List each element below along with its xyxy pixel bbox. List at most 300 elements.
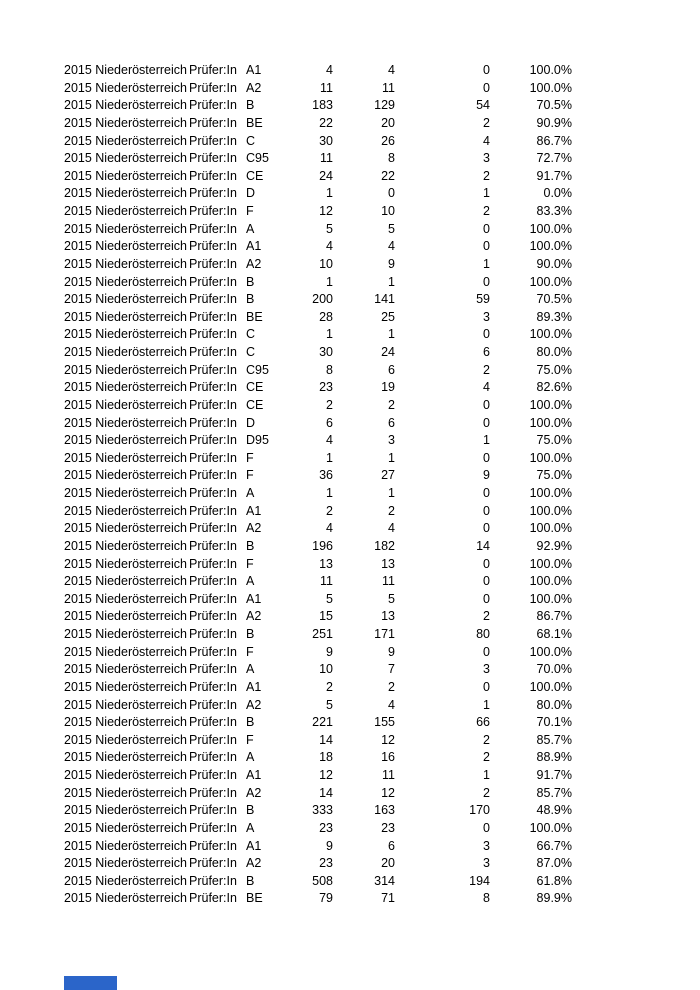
cell-passed[interactable]: 8 — [388, 151, 395, 166]
cell-class[interactable]: B — [246, 803, 255, 818]
cell-passed[interactable]: 6 — [388, 415, 395, 430]
cell-year-region[interactable]: 2015 Niederösterreich — [64, 80, 187, 95]
cell-failed[interactable]: 6 — [483, 345, 490, 359]
cell-role[interactable]: Prüfer:In — [189, 468, 237, 483]
cell-rate[interactable]: 70.5% — [536, 98, 572, 113]
cell-total[interactable]: 1 — [326, 186, 333, 201]
cell-rate[interactable]: 90.9% — [536, 115, 572, 130]
cell-total[interactable]: 23 — [319, 856, 333, 871]
cell-class[interactable]: A2 — [246, 80, 262, 95]
cell-total[interactable]: 1 — [326, 450, 333, 465]
cell-total[interactable]: 5 — [326, 697, 333, 712]
cell-class[interactable]: A1 — [246, 679, 262, 694]
cell-failed[interactable]: 9 — [483, 468, 490, 483]
cell-role[interactable]: Prüfer:In — [189, 820, 237, 835]
cell-passed[interactable]: 12 — [381, 732, 395, 747]
cell-year-region[interactable]: 2015 Niederösterreich — [64, 679, 187, 694]
cell-total[interactable]: 2 — [326, 503, 333, 518]
cell-total[interactable]: 251 — [312, 627, 333, 641]
cell-role[interactable]: Prüfer:In — [189, 274, 237, 289]
cell-class[interactable]: A2 — [246, 856, 262, 871]
cell-passed[interactable]: 13 — [381, 609, 395, 624]
cell-passed[interactable]: 26 — [381, 133, 395, 148]
cell-class[interactable]: A1 — [246, 838, 262, 853]
cell-total[interactable]: 12 — [319, 204, 333, 218]
cell-class[interactable]: BE — [246, 115, 263, 130]
cell-role[interactable]: Prüfer:In — [189, 679, 237, 694]
cell-role[interactable]: Prüfer:In — [189, 292, 237, 307]
cell-passed[interactable]: 4 — [388, 697, 395, 712]
cell-class[interactable]: B — [246, 538, 255, 553]
cell-total[interactable]: 10 — [319, 256, 333, 271]
cell-failed[interactable]: 14 — [476, 538, 490, 553]
cell-rate[interactable]: 68.1% — [536, 627, 572, 641]
cell-year-region[interactable]: 2015 Niederösterreich — [64, 450, 187, 465]
cell-failed[interactable]: 1 — [483, 697, 490, 712]
cell-role[interactable]: Prüfer:In — [189, 697, 237, 712]
cell-total[interactable]: 221 — [312, 715, 333, 730]
cell-total[interactable]: 4 — [326, 239, 333, 254]
cell-rate[interactable]: 72.7% — [536, 151, 572, 166]
cell-class[interactable]: CE — [246, 380, 264, 395]
cell-year-region[interactable]: 2015 Niederösterreich — [64, 820, 187, 835]
cell-year-region[interactable]: 2015 Niederösterreich — [64, 292, 187, 307]
cell-rate[interactable]: 100.0% — [529, 556, 572, 571]
cell-failed[interactable]: 8 — [483, 891, 490, 906]
cell-passed[interactable]: 4 — [388, 521, 395, 536]
cell-rate[interactable]: 100.0% — [529, 521, 572, 536]
cell-failed[interactable]: 1 — [483, 186, 490, 201]
cell-total[interactable]: 333 — [312, 803, 333, 818]
cell-passed[interactable]: 314 — [374, 873, 395, 888]
cell-year-region[interactable]: 2015 Niederösterreich — [64, 433, 187, 448]
cell-failed[interactable]: 0 — [483, 521, 490, 536]
cell-role[interactable]: Prüfer:In — [189, 574, 237, 589]
cell-rate[interactable]: 75.0% — [536, 468, 572, 483]
cell-failed[interactable]: 170 — [469, 803, 490, 818]
cell-total[interactable]: 11 — [320, 574, 333, 589]
cell-failed[interactable]: 3 — [483, 151, 490, 166]
cell-class[interactable]: C95 — [246, 362, 269, 377]
cell-year-region[interactable]: 2015 Niederösterreich — [64, 503, 187, 518]
cell-year-region[interactable]: 2015 Niederösterreich — [64, 115, 187, 130]
cell-class[interactable]: B — [246, 715, 255, 730]
cell-role[interactable]: Prüfer:In — [189, 715, 237, 730]
cell-total[interactable]: 36 — [319, 468, 333, 483]
cell-total[interactable]: 11 — [320, 80, 333, 95]
cell-year-region[interactable]: 2015 Niederösterreich — [64, 274, 187, 289]
cell-year-region[interactable]: 2015 Niederösterreich — [64, 785, 187, 800]
cell-year-region[interactable]: 2015 Niederösterreich — [64, 732, 187, 747]
cell-role[interactable]: Prüfer:In — [189, 591, 237, 606]
cell-passed[interactable]: 4 — [388, 239, 395, 254]
cell-rate[interactable]: 100.0% — [529, 415, 572, 430]
cell-year-region[interactable]: 2015 Niederösterreich — [64, 715, 187, 730]
cell-passed[interactable]: 0 — [388, 186, 395, 201]
cell-role[interactable]: Prüfer:In — [189, 609, 237, 624]
cell-year-region[interactable]: 2015 Niederösterreich — [64, 856, 187, 871]
cell-class[interactable]: B — [246, 292, 255, 307]
cell-failed[interactable]: 0 — [483, 591, 490, 606]
cell-role[interactable]: Prüfer:In — [189, 503, 237, 518]
cell-rate[interactable]: 82.6% — [536, 380, 572, 395]
cell-failed[interactable]: 0 — [483, 820, 490, 835]
cell-passed[interactable]: 22 — [381, 168, 395, 183]
cell-rate[interactable]: 70.0% — [536, 662, 572, 677]
cell-class[interactable]: A1 — [246, 239, 262, 254]
cell-failed[interactable]: 2 — [483, 168, 490, 183]
cell-role[interactable]: Prüfer:In — [189, 644, 237, 659]
cell-year-region[interactable]: 2015 Niederösterreich — [64, 521, 187, 536]
cell-role[interactable]: Prüfer:In — [189, 221, 237, 236]
cell-total[interactable]: 2 — [326, 397, 333, 412]
cell-total[interactable]: 5 — [326, 221, 333, 236]
cell-rate[interactable]: 85.7% — [536, 785, 572, 800]
cell-role[interactable]: Prüfer:In — [189, 168, 237, 183]
cell-failed[interactable]: 0 — [483, 679, 490, 694]
cell-role[interactable]: Prüfer:In — [189, 450, 237, 465]
cell-class[interactable]: A1 — [246, 591, 262, 606]
cell-year-region[interactable]: 2015 Niederösterreich — [64, 151, 187, 166]
cell-total[interactable]: 196 — [312, 538, 333, 553]
cell-rate[interactable]: 89.9% — [536, 891, 572, 906]
cell-class[interactable]: A2 — [246, 697, 262, 712]
cell-total[interactable]: 4 — [326, 521, 333, 536]
cell-year-region[interactable]: 2015 Niederösterreich — [64, 644, 187, 659]
cell-total[interactable]: 18 — [319, 750, 333, 765]
cell-passed[interactable]: 155 — [374, 715, 395, 730]
cell-failed[interactable]: 59 — [476, 292, 490, 307]
cell-class[interactable]: D95 — [246, 433, 269, 448]
cell-class[interactable]: A — [246, 486, 255, 500]
cell-total[interactable]: 24 — [319, 168, 333, 183]
cell-role[interactable]: Prüfer:In — [189, 873, 237, 888]
cell-passed[interactable]: 9 — [388, 644, 395, 659]
cell-total[interactable]: 1 — [326, 327, 333, 342]
cell-role[interactable]: Prüfer:In — [189, 115, 237, 130]
cell-class[interactable]: A — [246, 221, 255, 236]
cell-class[interactable]: A1 — [246, 63, 262, 77]
cell-class[interactable]: BE — [246, 891, 263, 906]
cell-total[interactable]: 8 — [326, 362, 333, 377]
cell-class[interactable]: B — [246, 627, 255, 641]
cell-class[interactable]: A2 — [246, 785, 262, 800]
cell-total[interactable]: 1 — [326, 486, 333, 500]
cell-year-region[interactable]: 2015 Niederösterreich — [64, 873, 187, 888]
cell-failed[interactable]: 4 — [483, 133, 490, 148]
cell-failed[interactable]: 0 — [483, 80, 490, 95]
cell-passed[interactable]: 1 — [388, 327, 395, 342]
cell-failed[interactable]: 2 — [483, 609, 490, 624]
cell-failed[interactable]: 3 — [483, 856, 490, 871]
cell-role[interactable]: Prüfer:In — [189, 204, 237, 218]
cell-year-region[interactable]: 2015 Niederösterreich — [64, 221, 187, 236]
cell-total[interactable]: 23 — [319, 380, 333, 395]
cell-role[interactable]: Prüfer:In — [189, 256, 237, 271]
cell-year-region[interactable]: 2015 Niederösterreich — [64, 362, 187, 377]
cell-rate[interactable]: 92.9% — [536, 538, 572, 553]
cell-total[interactable]: 14 — [319, 785, 333, 800]
cell-total[interactable]: 508 — [312, 873, 333, 888]
cell-rate[interactable]: 91.7% — [536, 768, 572, 782]
cell-passed[interactable]: 23 — [381, 820, 395, 835]
cell-total[interactable]: 5 — [326, 591, 333, 606]
cell-failed[interactable]: 80 — [476, 627, 490, 641]
cell-role[interactable]: Prüfer:In — [189, 327, 237, 342]
cell-total[interactable]: 14 — [319, 732, 333, 747]
cell-passed[interactable]: 10 — [381, 204, 395, 218]
cell-class[interactable]: C — [246, 345, 256, 359]
cell-failed[interactable]: 0 — [483, 274, 490, 289]
cell-year-region[interactable]: 2015 Niederösterreich — [64, 327, 187, 342]
cell-class[interactable]: A — [246, 662, 255, 677]
cell-passed[interactable]: 4 — [388, 63, 395, 77]
cell-passed[interactable]: 11 — [382, 768, 395, 782]
cell-total[interactable]: 11 — [320, 151, 333, 166]
cell-passed[interactable]: 1 — [388, 274, 395, 289]
cell-rate[interactable]: 100.0% — [529, 644, 572, 659]
cell-year-region[interactable]: 2015 Niederösterreich — [64, 609, 187, 624]
cell-role[interactable]: Prüfer:In — [189, 803, 237, 818]
cell-year-region[interactable]: 2015 Niederösterreich — [64, 239, 187, 254]
cell-total[interactable]: 9 — [326, 644, 333, 659]
cell-role[interactable]: Prüfer:In — [189, 785, 237, 800]
cell-failed[interactable]: 2 — [483, 732, 490, 747]
cell-class[interactable]: CE — [246, 168, 264, 183]
cell-total[interactable]: 30 — [319, 345, 333, 359]
cell-passed[interactable]: 2 — [388, 679, 395, 694]
cell-rate[interactable]: 100.0% — [529, 503, 572, 518]
cell-rate[interactable]: 86.7% — [536, 133, 572, 148]
cell-failed[interactable]: 194 — [469, 873, 490, 888]
cell-passed[interactable]: 5 — [388, 221, 395, 236]
cell-year-region[interactable]: 2015 Niederösterreich — [64, 662, 187, 677]
cell-rate[interactable]: 100.0% — [529, 80, 572, 95]
cell-class[interactable]: B — [246, 274, 255, 289]
cell-passed[interactable]: 1 — [388, 486, 395, 500]
cell-year-region[interactable]: 2015 Niederösterreich — [64, 891, 187, 906]
cell-failed[interactable]: 1 — [483, 433, 490, 448]
cell-role[interactable]: Prüfer:In — [189, 662, 237, 677]
cell-total[interactable]: 12 — [319, 768, 333, 782]
cell-year-region[interactable]: 2015 Niederösterreich — [64, 574, 187, 589]
cell-class[interactable]: A — [246, 750, 255, 765]
cell-failed[interactable]: 0 — [483, 644, 490, 659]
cell-total[interactable]: 2 — [326, 679, 333, 694]
cell-total[interactable]: 200 — [312, 292, 333, 307]
cell-class[interactable]: A1 — [246, 768, 262, 782]
cell-class[interactable]: BE — [246, 309, 263, 324]
cell-failed[interactable]: 0 — [483, 574, 490, 589]
cell-year-region[interactable]: 2015 Niederösterreich — [64, 186, 187, 201]
cell-failed[interactable]: 0 — [483, 415, 490, 430]
cell-class[interactable]: A — [246, 820, 255, 835]
cell-passed[interactable]: 182 — [374, 538, 395, 553]
cell-year-region[interactable]: 2015 Niederösterreich — [64, 133, 187, 148]
cell-passed[interactable]: 27 — [381, 468, 395, 483]
cell-year-region[interactable]: 2015 Niederösterreich — [64, 697, 187, 712]
cell-role[interactable]: Prüfer:In — [189, 838, 237, 853]
cell-class[interactable]: F — [246, 644, 254, 659]
cell-year-region[interactable]: 2015 Niederösterreich — [64, 591, 187, 606]
cell-year-region[interactable]: 2015 Niederösterreich — [64, 750, 187, 765]
cell-class[interactable]: C — [246, 327, 256, 342]
cell-role[interactable]: Prüfer:In — [189, 186, 237, 201]
cell-total[interactable]: 13 — [319, 556, 333, 571]
cell-class[interactable]: CE — [246, 397, 264, 412]
sheet-tab[interactable] — [64, 976, 117, 990]
cell-rate[interactable]: 75.0% — [536, 362, 572, 377]
cell-failed[interactable]: 3 — [483, 838, 490, 853]
cell-passed[interactable]: 2 — [388, 397, 395, 412]
cell-class[interactable]: F — [246, 556, 254, 571]
cell-class[interactable]: B — [246, 873, 255, 888]
cell-class[interactable]: C95 — [246, 151, 269, 166]
cell-role[interactable]: Prüfer:In — [189, 750, 237, 765]
cell-total[interactable]: 183 — [312, 98, 333, 113]
cell-class[interactable]: F — [246, 204, 254, 218]
cell-year-region[interactable]: 2015 Niederösterreich — [64, 556, 187, 571]
cell-failed[interactable]: 0 — [483, 503, 490, 518]
cell-role[interactable]: Prüfer:In — [189, 538, 237, 553]
cell-failed[interactable]: 1 — [483, 768, 490, 782]
cell-rate[interactable]: 100.0% — [529, 591, 572, 606]
cell-passed[interactable]: 163 — [374, 803, 395, 818]
cell-class[interactable]: F — [246, 732, 254, 747]
cell-rate[interactable]: 85.7% — [536, 732, 572, 747]
cell-year-region[interactable]: 2015 Niederösterreich — [64, 380, 187, 395]
cell-role[interactable]: Prüfer:In — [189, 556, 237, 571]
cell-rate[interactable]: 90.0% — [536, 256, 572, 271]
cell-passed[interactable]: 25 — [381, 309, 395, 324]
cell-failed[interactable]: 0 — [483, 450, 490, 465]
cell-role[interactable]: Prüfer:In — [189, 891, 237, 906]
cell-passed[interactable]: 13 — [381, 556, 395, 571]
cell-rate[interactable]: 100.0% — [529, 274, 572, 289]
cell-total[interactable]: 22 — [319, 115, 333, 130]
cell-year-region[interactable]: 2015 Niederösterreich — [64, 309, 187, 324]
cell-role[interactable]: Prüfer:In — [189, 309, 237, 324]
cell-year-region[interactable]: 2015 Niederösterreich — [64, 345, 187, 359]
cell-rate[interactable]: 100.0% — [529, 221, 572, 236]
cell-failed[interactable]: 2 — [483, 785, 490, 800]
cell-total[interactable]: 15 — [319, 609, 333, 624]
cell-passed[interactable]: 129 — [374, 98, 395, 113]
cell-role[interactable]: Prüfer:In — [189, 380, 237, 395]
cell-role[interactable]: Prüfer:In — [189, 362, 237, 377]
cell-class[interactable]: D — [246, 186, 256, 201]
cell-role[interactable]: Prüfer:In — [189, 80, 237, 95]
cell-passed[interactable]: 16 — [381, 750, 395, 765]
cell-class[interactable]: A2 — [246, 521, 262, 536]
cell-total[interactable]: 4 — [326, 433, 333, 448]
cell-rate[interactable]: 0.0% — [543, 186, 572, 201]
cell-failed[interactable]: 2 — [483, 115, 490, 130]
cell-class[interactable]: C — [246, 133, 256, 148]
cell-rate[interactable]: 100.0% — [529, 450, 572, 465]
cell-role[interactable]: Prüfer:In — [189, 239, 237, 254]
cell-rate[interactable]: 80.0% — [536, 697, 572, 712]
cell-failed[interactable]: 2 — [483, 204, 490, 218]
cell-rate[interactable]: 70.5% — [536, 292, 572, 307]
cell-total[interactable]: 10 — [319, 662, 333, 677]
cell-rate[interactable]: 100.0% — [529, 397, 572, 412]
cell-failed[interactable]: 2 — [483, 750, 490, 765]
cell-rate[interactable]: 70.1% — [536, 715, 572, 730]
cell-class[interactable]: A2 — [246, 609, 262, 624]
cell-rate[interactable]: 48.9% — [536, 803, 572, 818]
cell-total[interactable]: 79 — [319, 891, 333, 906]
cell-year-region[interactable]: 2015 Niederösterreich — [64, 256, 187, 271]
cell-role[interactable]: Prüfer:In — [189, 768, 237, 782]
cell-failed[interactable]: 0 — [483, 327, 490, 342]
cell-passed[interactable]: 12 — [381, 785, 395, 800]
cell-failed[interactable]: 54 — [476, 98, 490, 113]
cell-failed[interactable]: 0 — [483, 486, 490, 500]
cell-passed[interactable]: 19 — [381, 380, 395, 395]
cell-passed[interactable]: 171 — [374, 627, 395, 641]
cell-role[interactable]: Prüfer:In — [189, 345, 237, 359]
cell-total[interactable]: 28 — [319, 309, 333, 324]
cell-passed[interactable]: 11 — [382, 80, 395, 95]
cell-rate[interactable]: 66.7% — [536, 838, 572, 853]
cell-failed[interactable]: 3 — [483, 662, 490, 677]
cell-role[interactable]: Prüfer:In — [189, 63, 237, 77]
cell-role[interactable]: Prüfer:In — [189, 98, 237, 113]
cell-role[interactable]: Prüfer:In — [189, 151, 237, 166]
cell-failed[interactable]: 3 — [483, 309, 490, 324]
cell-class[interactable]: A — [246, 574, 255, 589]
cell-role[interactable]: Prüfer:In — [189, 133, 237, 148]
cell-total[interactable]: 4 — [326, 63, 333, 77]
cell-passed[interactable]: 20 — [381, 856, 395, 871]
cell-failed[interactable]: 0 — [483, 239, 490, 254]
cell-rate[interactable]: 80.0% — [536, 345, 572, 359]
cell-rate[interactable]: 100.0% — [529, 679, 572, 694]
cell-total[interactable]: 9 — [326, 838, 333, 853]
cell-rate[interactable]: 86.7% — [536, 609, 572, 624]
cell-rate[interactable]: 100.0% — [529, 486, 572, 500]
cell-rate[interactable]: 100.0% — [529, 239, 572, 254]
cell-total[interactable]: 23 — [319, 820, 333, 835]
cell-year-region[interactable]: 2015 Niederösterreich — [64, 838, 187, 853]
cell-failed[interactable]: 0 — [483, 397, 490, 412]
cell-passed[interactable]: 141 — [374, 292, 395, 307]
cell-role[interactable]: Prüfer:In — [189, 732, 237, 747]
cell-role[interactable]: Prüfer:In — [189, 415, 237, 430]
cell-passed[interactable]: 1 — [388, 450, 395, 465]
cell-class[interactable]: A2 — [246, 256, 262, 271]
cell-rate[interactable]: 100.0% — [529, 574, 572, 589]
cell-passed[interactable]: 71 — [381, 891, 395, 906]
cell-passed[interactable]: 3 — [388, 433, 395, 448]
cell-year-region[interactable]: 2015 Niederösterreich — [64, 63, 187, 77]
cell-rate[interactable]: 61.8% — [536, 873, 572, 888]
cell-year-region[interactable]: 2015 Niederösterreich — [64, 468, 187, 483]
cell-year-region[interactable]: 2015 Niederösterreich — [64, 168, 187, 183]
cell-rate[interactable]: 83.3% — [536, 204, 572, 218]
cell-class[interactable]: F — [246, 468, 254, 483]
cell-role[interactable]: Prüfer:In — [189, 486, 237, 500]
cell-rate[interactable]: 88.9% — [536, 750, 572, 765]
cell-passed[interactable]: 9 — [388, 256, 395, 271]
cell-passed[interactable]: 11 — [382, 574, 395, 589]
cell-passed[interactable]: 7 — [388, 662, 395, 677]
cell-year-region[interactable]: 2015 Niederösterreich — [64, 415, 187, 430]
cell-rate[interactable]: 100.0% — [529, 820, 572, 835]
cell-total[interactable]: 30 — [319, 133, 333, 148]
cell-rate[interactable]: 91.7% — [536, 168, 572, 183]
